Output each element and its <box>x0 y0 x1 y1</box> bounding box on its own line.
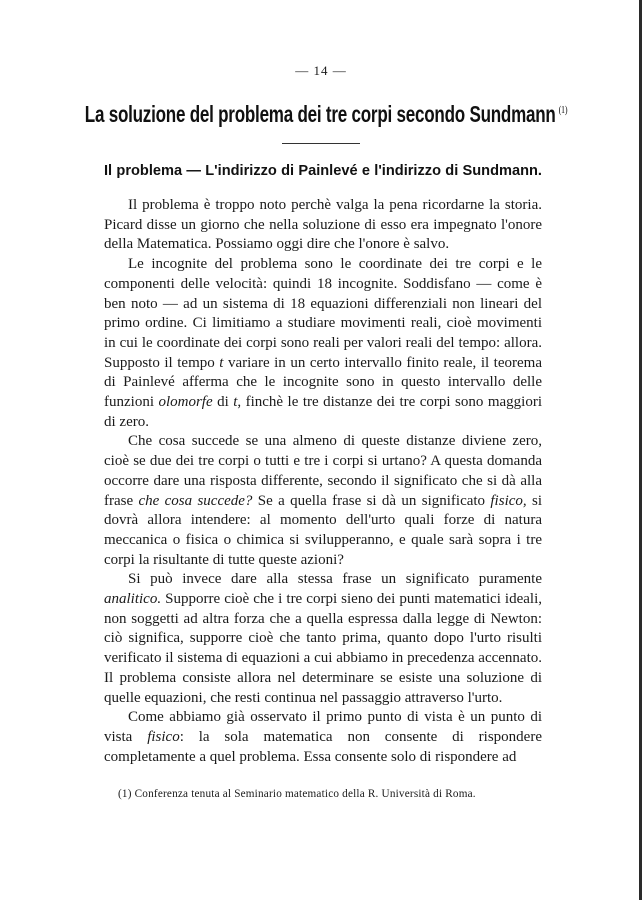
paragraph-text: variare in un certo intervallo finito reale, il teorema di Painlevé afferma che le incognite sono in questo intervallo delle funzioni <box>104 354 542 411</box>
article-title-text: La soluzione del problema dei tre corpi secondo Sundmann <box>84 101 556 127</box>
title-block <box>0 101 642 128</box>
paragraph-text: Le incognite del problema sono le coordinate dei tre corpi e le componenti delle velocità: quindi 18 incognite. Soddisfano — come è ben noto — ad un sistema di 18 equazioni differenziali non lineari del primo ordine. Ci limitiamo a studiare movimenti reali, cioè movimenti in cui le coordinate dei corpi sono reali per valori reali del tempo: allora. Supposto il tempo <box>104 256 542 371</box>
paragraph-text: Il problema è troppo noto perchè valga la pena ricordarne la storia. Picard disse un giorno che nella soluzione di esso era impegnato l'onore della Matematica. Possiamo oggi dire che l'onore è salvo. <box>104 197 542 253</box>
paragraph-text: si dovrà allora intendere: al momento dell'urto quali forze di natura meccanica o fisica o chimica si svilupperanno, e quale sarà sopra i tre corpi la risultante di tutte queste azioni? <box>104 492 542 568</box>
italic-text: olomorfe <box>158 394 213 411</box>
italic-text: fisico <box>147 728 180 745</box>
title-divider <box>282 143 360 144</box>
footnote: (1) Conferenza tenuta al Seminario matematico della R. Università di Roma. <box>118 788 476 800</box>
paragraph <box>104 570 542 708</box>
paragraph-text: Si può invece dare alla stessa frase un significato puramente <box>128 571 542 588</box>
paragraph-text: : la sola matematica non consente di rispondere completamente a quel problema. Essa consente solo di rispondere ad <box>104 728 542 765</box>
body-text <box>104 196 542 767</box>
italic-text: t <box>219 354 224 371</box>
paragraph <box>104 708 542 767</box>
italic-text: analitico. <box>104 591 162 608</box>
page-number: — 14 — <box>295 63 347 78</box>
paragraph <box>104 432 542 570</box>
italic-text: che cosa succede? <box>138 492 253 509</box>
paragraph-text: Se a quella frase si dà un significato <box>252 492 491 509</box>
paragraph-text: di <box>212 394 234 411</box>
paragraph-text: , finchè le tre distanze dei tre corpi sono maggiori di zero. <box>104 394 542 430</box>
article-title <box>85 101 568 128</box>
paragraph <box>104 255 542 432</box>
paragraph-text: Come abbiamo già osservato il primo punto di vista è un punto di vista <box>104 709 542 745</box>
paragraph <box>104 196 542 255</box>
paragraph-text: Supporre cioè che i tre corpi sieno dei punti matematici ideali, non soggetti ad altra forza che a quella espressa dalla legge di Newton: ciò significa, supporre cioè che tanto prima, quanto dopo l'urto risulti verificato il sistema di equazioni a cui abbiamo in precedenza accennato. Il problema consiste allora nel determinare se esiste una soluzione di quelle equazioni, che resti continua nel passaggio attraverso l'urto. <box>104 591 542 706</box>
italic-text: fisico, <box>490 492 527 509</box>
section-heading: Il problema — L'indirizzo di Painlevé e l'indirizzo di Sundmann. <box>104 163 542 179</box>
footnote-marker: (1) <box>558 104 568 117</box>
paragraph-text: Che cosa succede se una almeno di queste distanze diviene zero, cioè se due dei tre corpi o tutti e tre i corpi si urtano? A questa domanda occorre dare una risposta differente, secondo il significato che si dà alla frase <box>104 433 542 509</box>
italic-text: t <box>233 394 238 411</box>
